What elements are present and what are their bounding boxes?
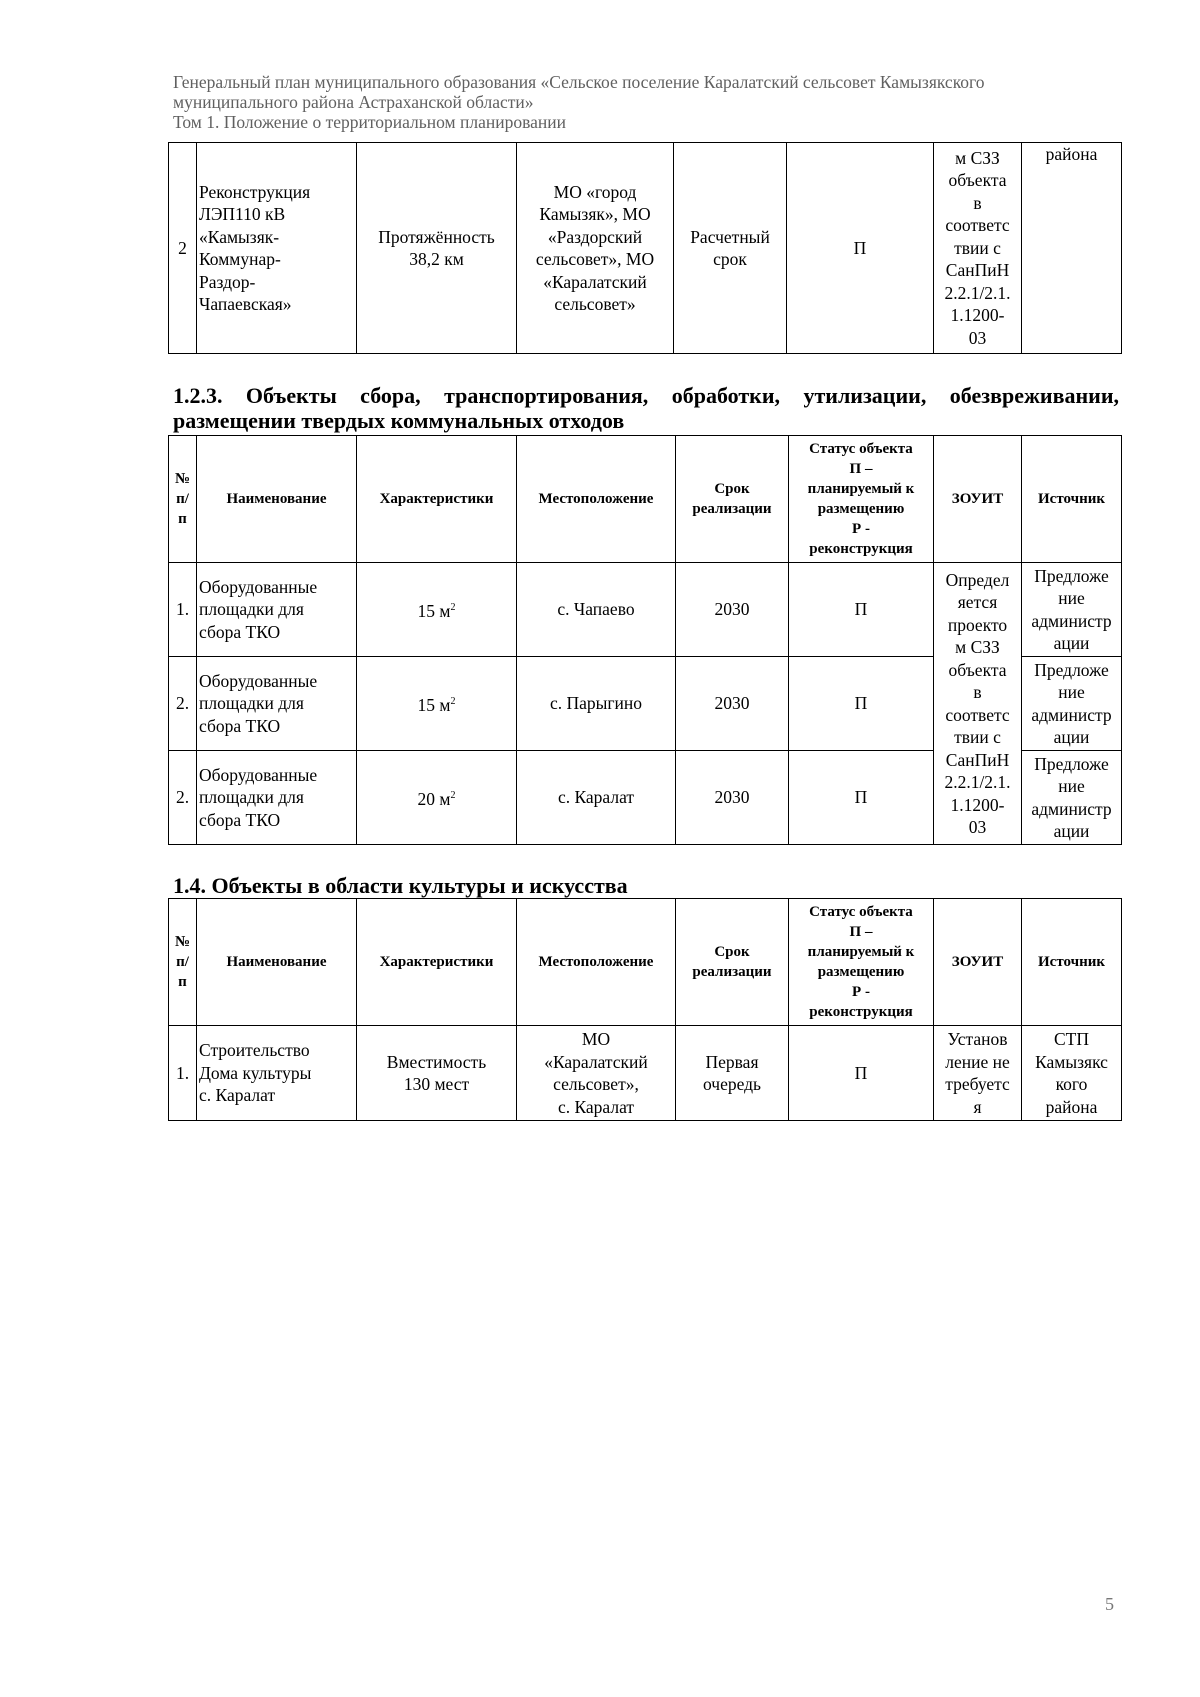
object-source: Предложе ние администр ации — [1022, 563, 1122, 657]
col-header-status: Статус объекта П – планируемый к размещению Р - реконструкция — [789, 436, 934, 563]
object-status: П — [789, 1026, 934, 1121]
table-culture-objects — [168, 898, 1122, 1121]
col-header-no: № п/ п — [169, 899, 197, 1026]
object-characteristics: 15 $м^2$ — [357, 657, 517, 751]
row-number: 2. — [169, 657, 197, 751]
object-name: Реконструкция ЛЭП110 кВ «Камызяк- Коммунар- Раздор- Чапаевская» — [197, 143, 357, 354]
object-source: Предложе ние администр ации — [1022, 657, 1122, 751]
section-heading-culture: 1.4. Объекты в области культуры и искусства — [173, 873, 628, 898]
object-location: с. Каралат — [517, 751, 676, 845]
object-location: с. Парыгино — [517, 657, 676, 751]
object-name: Оборудованные площадки для сбора ТКО — [197, 563, 357, 657]
table-row — [169, 563, 1122, 657]
col-header-location: Местоположение — [517, 436, 676, 563]
col-header-location: Местоположение — [517, 899, 676, 1026]
table-header-row — [169, 899, 1122, 1026]
object-zouit: Определ яется проекто м СЗЗ объекта в соответс твии с СанПиН 2.2.1/2.1. 1.1200- 03 — [934, 563, 1022, 845]
object-term: Первая очередь — [676, 1026, 789, 1121]
col-header-name: Наименование — [197, 899, 357, 1026]
object-location: МО «город Камызяк», МО «Раздорский сельсовет», МО «Каралатский сельсовет» — [517, 143, 674, 354]
header-line-3: Том 1. Положение о территориальном планировании — [173, 112, 566, 132]
col-header-characteristics: Характеристики — [357, 436, 517, 563]
col-header-no: № п/ п — [169, 436, 197, 563]
page-number: 5 — [1105, 1594, 1114, 1614]
header-line-1: Генеральный план муниципального образования «Сельское поселение Каралатский сельсовет Камызякского — [173, 72, 985, 92]
row-number: 1. — [169, 1026, 197, 1121]
col-header-zouit: ЗОУИТ — [934, 436, 1022, 563]
col-header-name: Наименование — [197, 436, 357, 563]
running-header — [173, 72, 1153, 132]
object-status: П — [789, 657, 934, 751]
object-status: П — [789, 563, 934, 657]
table-row — [169, 143, 1122, 354]
object-name: Оборудованные площадки для сбора ТКО — [197, 751, 357, 845]
section-heading-waste: 1.2.3. Объекты сбора, транспортирования, обработки, утилизации, обезвреживании, размещении твердых коммунальных отходов — [173, 383, 1119, 433]
object-term: 2030 — [676, 563, 789, 657]
table-waste-objects — [168, 435, 1122, 845]
object-status: П — [787, 143, 934, 354]
object-name: Строительство Дома культуры с. Каралат — [197, 1026, 357, 1121]
object-term: Расчетный срок — [674, 143, 787, 354]
header-line-2: муниципального района Астраханской области» — [173, 92, 534, 112]
object-term: 2030 — [676, 751, 789, 845]
object-location: с. Чапаево — [517, 563, 676, 657]
object-characteristics: Вместимость 130 мест — [357, 1026, 517, 1121]
object-source: района — [1022, 143, 1122, 354]
table-continuation — [168, 142, 1122, 354]
col-header-zouit: ЗОУИТ — [934, 899, 1022, 1026]
row-number: 2. — [169, 751, 197, 845]
row-number: 2 — [169, 143, 197, 354]
table-header-row — [169, 436, 1122, 563]
object-source: СТП Камызякс кого района — [1022, 1026, 1122, 1121]
object-term: 2030 — [676, 657, 789, 751]
col-header-source: Источник — [1022, 899, 1122, 1026]
row-number: 1. — [169, 563, 197, 657]
col-header-term: Срок реализации — [676, 899, 789, 1026]
col-header-characteristics: Характеристики — [357, 899, 517, 1026]
col-header-source: Источник — [1022, 436, 1122, 563]
object-characteristics: 15 $м^2$ — [357, 563, 517, 657]
object-location: МО «Каралатский сельсовет», с. Каралат — [517, 1026, 676, 1121]
object-zouit: Установ ление не требуетс я — [934, 1026, 1022, 1121]
object-zouit: м СЗЗ объекта в соответс твии с СанПиН 2.2.1/2.1. 1.1200- 03 — [934, 143, 1022, 354]
col-header-term: Срок реализации — [676, 436, 789, 563]
table-row — [169, 1026, 1122, 1121]
object-characteristics: Протяжённость 38,2 км — [357, 143, 517, 354]
object-characteristics: 20 $м^2$ — [357, 751, 517, 845]
object-source: Предложе ние администр ации — [1022, 751, 1122, 845]
object-name: Оборудованные площадки для сбора ТКО — [197, 657, 357, 751]
col-header-status: Статус объекта П – планируемый к размещению Р - реконструкция — [789, 899, 934, 1026]
object-status: П — [789, 751, 934, 845]
